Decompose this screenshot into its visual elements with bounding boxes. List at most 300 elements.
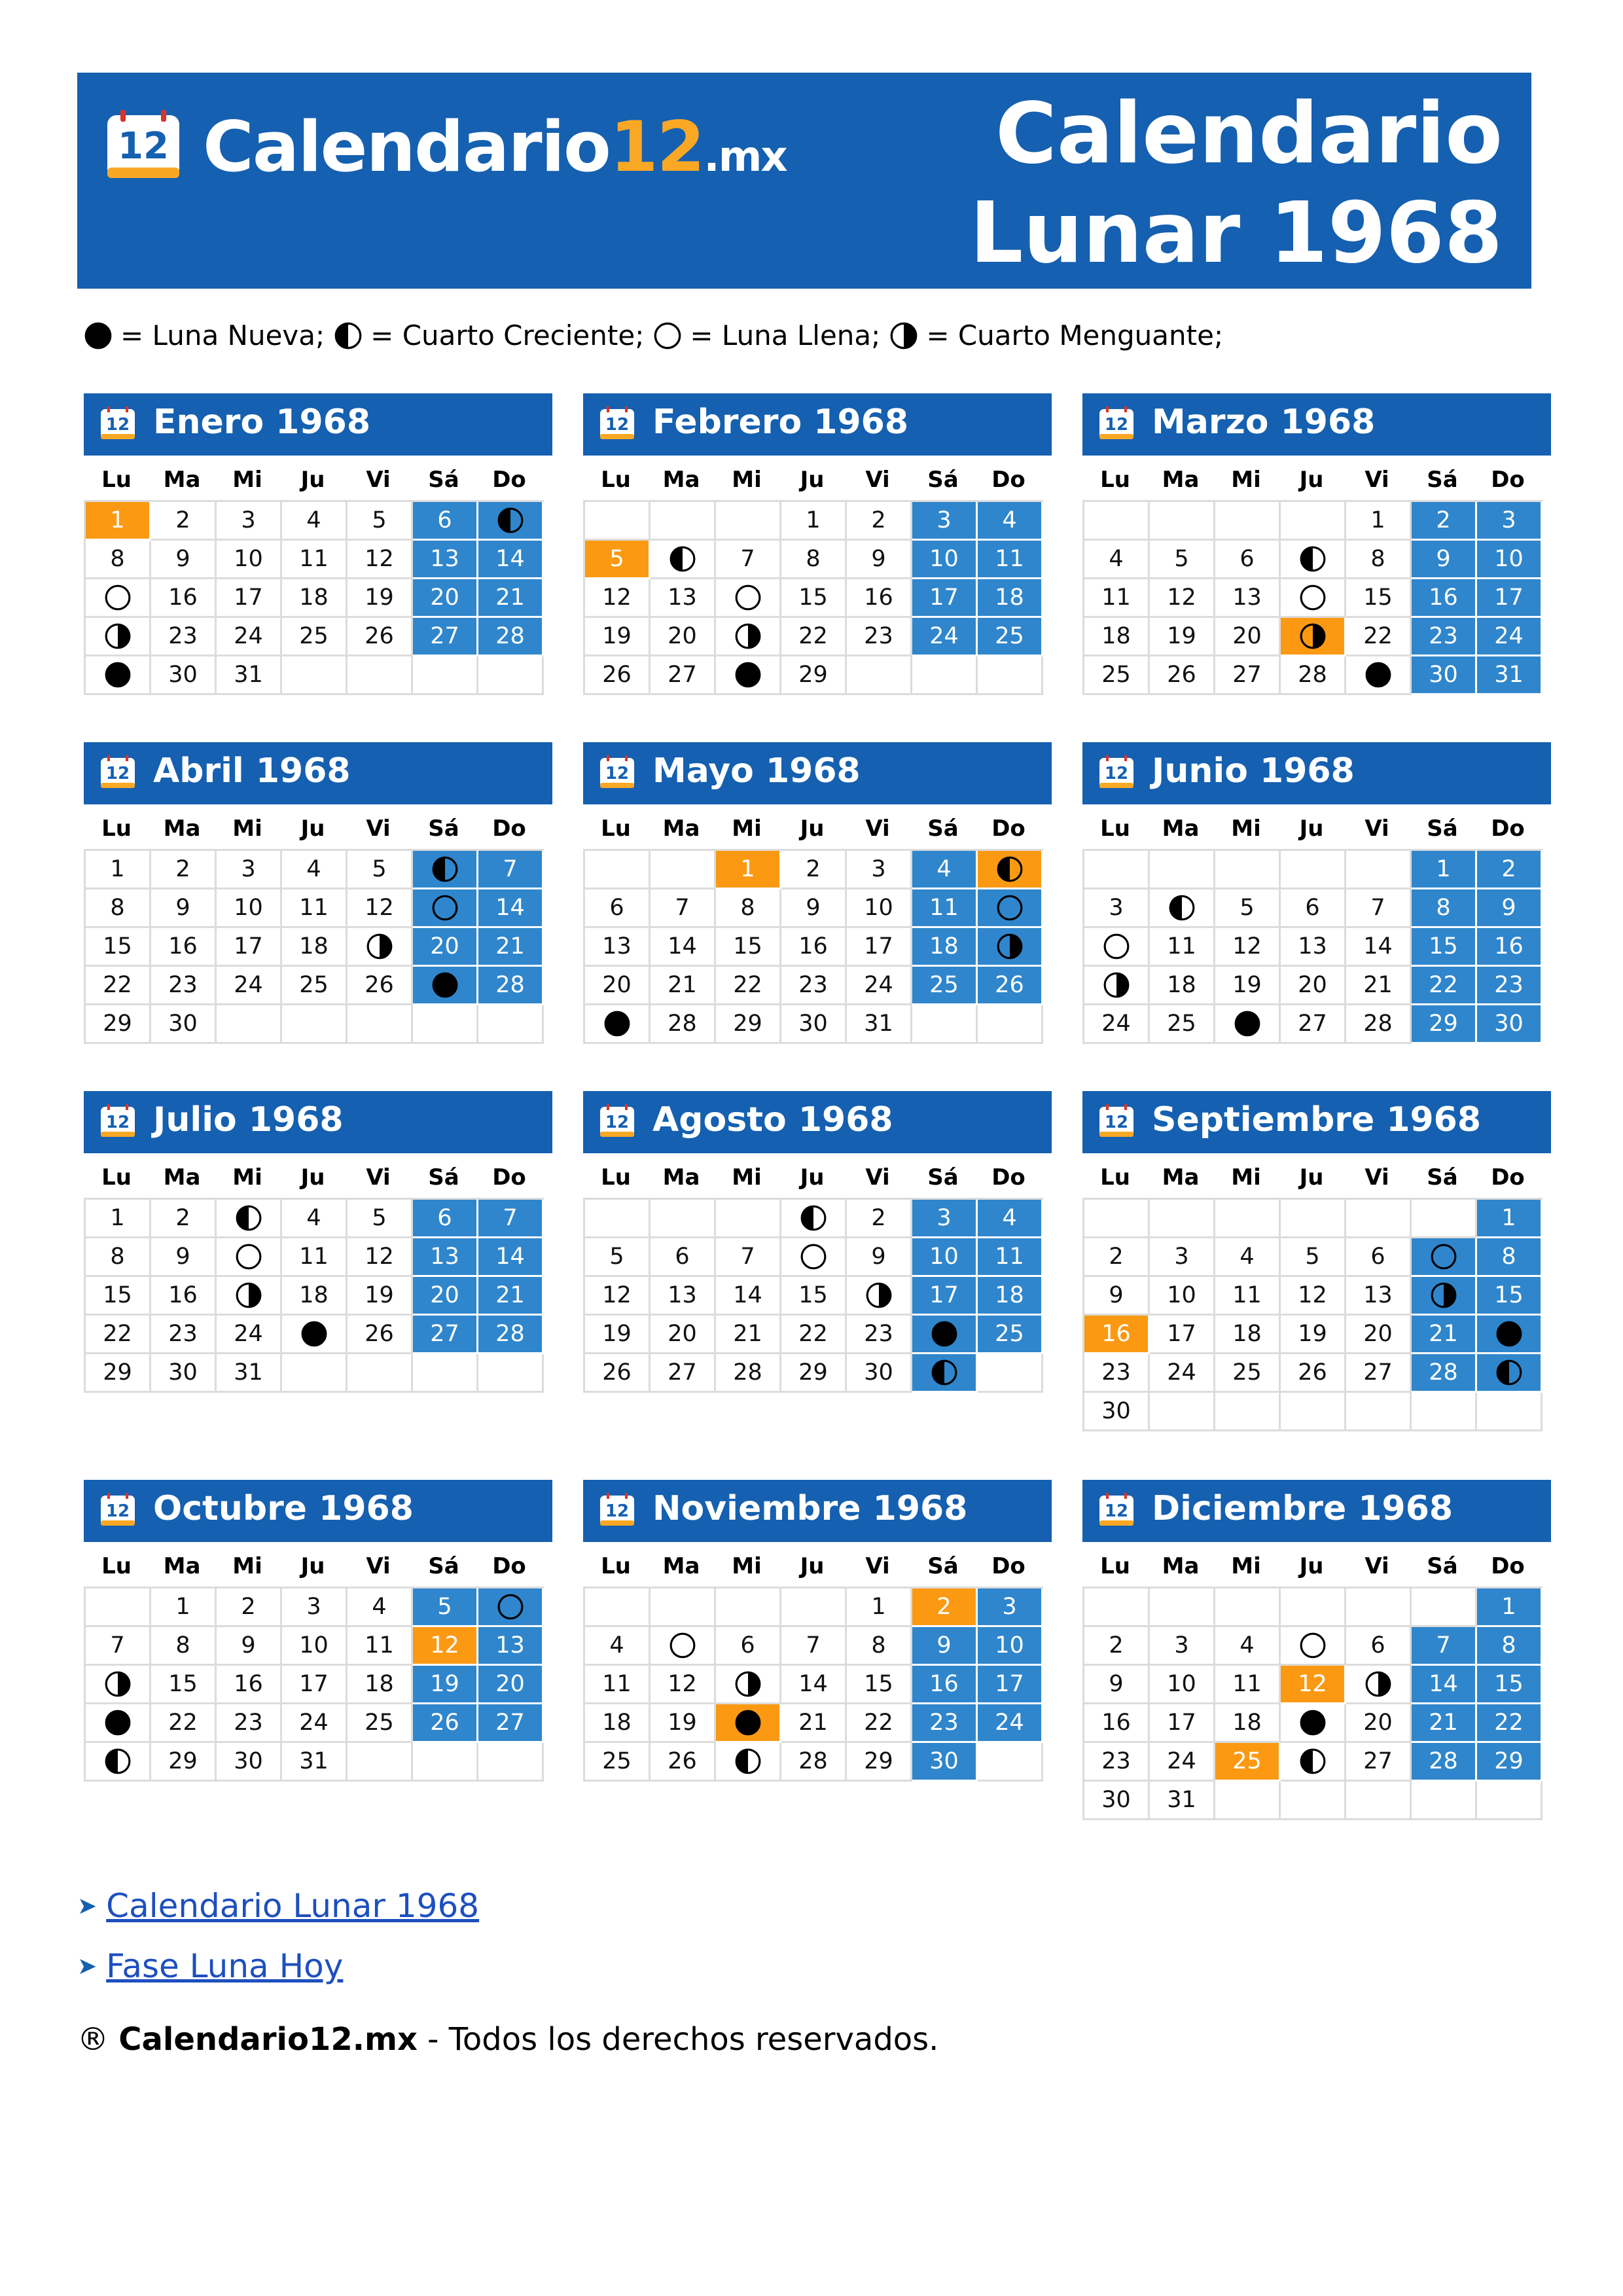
empty-day-cell (1412, 1588, 1477, 1627)
day-cell (151, 1666, 217, 1704)
day-cell (781, 1277, 847, 1316)
day-cell (585, 1354, 651, 1393)
day-cell (282, 889, 348, 928)
day-cell (1150, 928, 1215, 967)
weekday-label: Vi (1364, 816, 1389, 842)
day-number: 27 (430, 1321, 459, 1347)
day-cell (1084, 579, 1150, 618)
day-cell (1281, 1316, 1346, 1354)
day-number: 14 (1363, 933, 1393, 960)
empty-day-cell (1084, 851, 1150, 889)
page-title-line1: Calendario (995, 85, 1503, 183)
day-number: 11 (299, 1244, 329, 1270)
links-section (77, 1876, 479, 1996)
day-cell (413, 502, 478, 541)
day-cell (151, 1627, 217, 1666)
day-number: 28 (1429, 1748, 1458, 1774)
day-number: 13 (668, 584, 697, 611)
day-cell (1412, 1005, 1477, 1044)
weekday-label: Mi (732, 1553, 762, 1579)
day-number: 6 (675, 1244, 690, 1270)
day-cell (413, 579, 478, 618)
new-moon-icon (1364, 661, 1392, 689)
day-number: 14 (733, 1282, 762, 1308)
day-number: 3 (1002, 1594, 1017, 1620)
day-cell (847, 1005, 912, 1044)
day-cell (413, 967, 478, 1005)
day-number: 4 (936, 856, 952, 882)
day-cell (651, 1743, 716, 1782)
empty-day-cell (1150, 851, 1215, 889)
day-cell (1084, 1743, 1150, 1782)
month-grid (1082, 849, 1543, 1044)
first-quarter-moon-icon (996, 855, 1024, 883)
month-title: Enero 1968 (153, 403, 371, 442)
day-number: 18 (299, 933, 329, 960)
day-cell (847, 1316, 912, 1354)
day-number: 18 (602, 1710, 632, 1736)
day-number: 9 (175, 546, 190, 572)
day-cell (781, 1354, 847, 1393)
day-number: 30 (864, 1359, 893, 1386)
link-calendario-lunar[interactable]: Calendario Lunar 1968 (106, 1887, 480, 1925)
day-cell (1477, 1588, 1543, 1627)
day-cell (912, 1743, 978, 1782)
empty-day-cell (1346, 1588, 1412, 1627)
month-calendar (583, 742, 1052, 1044)
legend-item-last (889, 319, 1232, 351)
day-number: 17 (1167, 1710, 1196, 1736)
day-cell (478, 579, 544, 618)
day-number: 20 (430, 933, 459, 960)
day-cell (217, 1354, 282, 1393)
day-number: 27 (1232, 662, 1262, 688)
day-number: 26 (365, 972, 394, 998)
weekday-label: Mi (1231, 1164, 1261, 1191)
day-cell (151, 1588, 217, 1627)
link-row (77, 1936, 479, 1996)
calendar-icon (599, 406, 635, 440)
calendar-icon-number: 12 (105, 1113, 130, 1132)
day-cell (348, 967, 413, 1005)
weekday-label: Ma (1162, 467, 1200, 493)
weekday-header (583, 1546, 1052, 1587)
day-cell (651, 656, 716, 695)
empty-day-cell (1084, 502, 1150, 541)
day-cell (1346, 656, 1412, 695)
day-number: 26 (995, 972, 1024, 998)
last-quarter-moon-icon (1299, 622, 1327, 650)
first-quarter-moon-icon (334, 321, 363, 350)
day-number: 30 (168, 1011, 198, 1037)
day-cell (1150, 1316, 1215, 1354)
day-number: 10 (234, 546, 263, 572)
empty-day-cell (1150, 1200, 1215, 1238)
month-header (1082, 742, 1551, 804)
day-cell (86, 656, 151, 695)
day-number: 22 (798, 623, 828, 649)
weekday-label: Mi (232, 1164, 262, 1191)
day-cell (912, 967, 978, 1005)
day-cell (781, 889, 847, 928)
day-number: 4 (1109, 546, 1124, 572)
day-cell (1215, 579, 1281, 618)
day-number: 5 (437, 1594, 452, 1620)
day-cell (585, 579, 651, 618)
day-number: 27 (1298, 1011, 1327, 1037)
day-number: 29 (798, 662, 828, 688)
weekday-label: Lu (101, 1553, 132, 1579)
day-cell (978, 889, 1043, 928)
day-cell (86, 1316, 151, 1354)
empty-day-cell (1412, 1200, 1477, 1238)
day-number: 20 (495, 1671, 525, 1697)
day-number: 3 (1174, 1244, 1189, 1270)
month-title: Abril 1968 (153, 751, 351, 791)
day-cell (217, 851, 282, 889)
day-cell (1281, 656, 1346, 695)
day-number: 21 (798, 1710, 828, 1736)
day-number: 3 (871, 856, 886, 882)
day-cell (912, 541, 978, 579)
day-number: 16 (1429, 584, 1458, 611)
legend-item-full (653, 319, 889, 351)
last-quarter-moon-icon (734, 622, 762, 650)
day-number: 11 (299, 546, 329, 572)
empty-day-cell (1215, 851, 1281, 889)
weekday-header (583, 808, 1052, 849)
month-header (84, 1091, 552, 1153)
day-number: 15 (103, 1282, 132, 1308)
new-moon-icon (734, 1709, 762, 1736)
empty-day-cell (781, 1588, 847, 1627)
day-number: 21 (1429, 1321, 1458, 1347)
day-cell (1150, 618, 1215, 656)
day-cell (1346, 889, 1412, 928)
day-number: 9 (936, 1632, 952, 1659)
day-cell (1412, 618, 1477, 656)
day-cell (282, 1704, 348, 1743)
day-number: 4 (306, 507, 321, 533)
empty-day-cell (651, 851, 716, 889)
day-number: 17 (1167, 1321, 1196, 1347)
day-cell (86, 502, 151, 541)
day-cell (585, 618, 651, 656)
first-quarter-moon-icon (734, 1748, 762, 1775)
day-number: 12 (668, 1671, 697, 1697)
day-cell (1346, 541, 1412, 579)
month-header (84, 1480, 552, 1542)
day-number: 4 (609, 1632, 624, 1659)
weekday-label: Mi (732, 467, 762, 493)
full-moon-icon (653, 321, 682, 350)
day-number: 18 (299, 1282, 329, 1308)
day-number: 18 (1232, 1321, 1262, 1347)
day-cell (282, 851, 348, 889)
weekday-label: Ma (662, 816, 700, 842)
day-cell (217, 928, 282, 967)
day-number: 6 (1370, 1244, 1385, 1270)
day-number: 10 (864, 895, 893, 921)
day-cell (217, 1238, 282, 1277)
full-moon-icon (1103, 933, 1130, 960)
day-number: 7 (503, 1205, 518, 1231)
day-cell (282, 1627, 348, 1666)
day-number: 28 (798, 1748, 828, 1774)
weekday-label: Sá (1427, 1553, 1458, 1579)
day-number: 13 (1232, 584, 1262, 611)
day-number: 9 (1109, 1282, 1124, 1308)
empty-day-cell (348, 656, 413, 695)
day-cell (716, 1005, 781, 1044)
day-cell (1477, 928, 1543, 967)
day-number: 28 (733, 1359, 762, 1386)
first-quarter-moon-icon (1495, 1359, 1523, 1386)
first-quarter-moon-icon (431, 855, 459, 883)
day-cell (1346, 1354, 1412, 1393)
day-cell (1281, 1666, 1346, 1704)
day-cell (912, 1277, 978, 1316)
day-cell (651, 1704, 716, 1743)
weekday-label: Ju (300, 467, 325, 493)
day-cell (151, 1005, 217, 1044)
day-number: 22 (168, 1710, 198, 1736)
empty-day-cell (1215, 1393, 1281, 1431)
day-cell (585, 1704, 651, 1743)
day-number: 24 (1167, 1748, 1196, 1774)
day-number: 18 (995, 1282, 1024, 1308)
calendar-icon (1098, 1493, 1135, 1527)
day-number: 23 (1101, 1359, 1131, 1386)
day-cell (1412, 502, 1477, 541)
day-cell (348, 889, 413, 928)
empty-day-cell (1281, 1200, 1346, 1238)
weekday-label: Do (991, 816, 1026, 842)
day-cell (651, 541, 716, 579)
calendar-icon-number: 12 (1104, 1501, 1129, 1521)
link-fase-luna-hoy[interactable]: Fase Luna Hoy (106, 1947, 344, 1985)
calendar-icon (1098, 406, 1135, 440)
day-number: 1 (175, 1594, 190, 1620)
day-number: 1 (740, 856, 755, 882)
day-number: 7 (740, 546, 755, 572)
day-cell (978, 1627, 1043, 1666)
day-cell (86, 579, 151, 618)
weekday-label: Ma (662, 1553, 700, 1579)
day-number: 2 (175, 1205, 190, 1231)
day-cell (1150, 1782, 1215, 1820)
month-calendar (1082, 1091, 1551, 1431)
day-number: 25 (365, 1710, 394, 1736)
day-cell (413, 928, 478, 967)
day-cell (1412, 1316, 1477, 1354)
day-number: 11 (602, 1671, 632, 1697)
day-cell (1477, 1743, 1543, 1782)
day-number: 28 (495, 623, 525, 649)
day-cell (1281, 928, 1346, 967)
empty-day-cell (348, 1743, 413, 1782)
day-cell (151, 1743, 217, 1782)
day-number: 24 (1494, 623, 1524, 649)
day-number: 25 (929, 972, 959, 998)
day-cell (86, 851, 151, 889)
empty-day-cell (478, 1354, 544, 1393)
day-number: 12 (602, 584, 632, 611)
calendar-icon (599, 1104, 635, 1138)
full-moon-icon (497, 1593, 524, 1621)
legend-label: = Cuarto Creciente; (370, 319, 645, 351)
day-number: 24 (1101, 1011, 1131, 1037)
day-number: 31 (234, 1359, 263, 1386)
weekday-label: Lu (1100, 1553, 1130, 1579)
weekday-label: Lu (101, 467, 132, 493)
day-cell (217, 889, 282, 928)
day-number: 3 (241, 507, 256, 533)
day-number: 11 (1232, 1282, 1262, 1308)
day-cell (1150, 1354, 1215, 1393)
day-cell (1150, 1627, 1215, 1666)
day-cell (1150, 579, 1215, 618)
day-cell (282, 967, 348, 1005)
day-cell (1084, 1238, 1150, 1277)
weekday-header (1082, 1157, 1551, 1198)
weekday-label: Do (991, 1164, 1026, 1191)
day-number: 18 (299, 584, 329, 611)
day-number: 6 (609, 895, 624, 921)
day-number: 3 (306, 1594, 321, 1620)
day-number: 16 (1101, 1710, 1131, 1736)
day-cell (1084, 967, 1150, 1005)
weekday-label: Sá (927, 467, 959, 493)
day-cell (651, 1238, 716, 1277)
day-cell (282, 502, 348, 541)
calendar-icon-number: 12 (605, 415, 630, 435)
weekday-label: Ma (1162, 816, 1200, 842)
day-cell (716, 579, 781, 618)
day-cell (1412, 541, 1477, 579)
day-cell (1412, 967, 1477, 1005)
day-number: 25 (299, 623, 329, 649)
weekday-label: Sá (927, 1164, 959, 1191)
day-number: 4 (306, 1205, 321, 1231)
full-moon-icon (1430, 1243, 1457, 1270)
footer-text: - Todos los derechos reservados. (417, 2021, 939, 2058)
month-grid (583, 849, 1043, 1044)
day-number: 20 (668, 623, 697, 649)
day-number: 21 (1363, 972, 1393, 998)
day-number: 19 (1167, 623, 1196, 649)
day-cell (978, 1316, 1043, 1354)
day-number: 26 (430, 1710, 459, 1736)
first-quarter-moon-icon (104, 1748, 132, 1775)
day-cell (1477, 851, 1543, 889)
day-cell (651, 1666, 716, 1704)
day-number: 26 (365, 1321, 394, 1347)
day-number: 25 (995, 1321, 1024, 1347)
day-cell (1215, 1704, 1281, 1743)
weekday-header (583, 1157, 1052, 1198)
day-number: 17 (234, 584, 263, 611)
day-cell (1346, 502, 1412, 541)
legend-item-new (84, 319, 334, 351)
day-number: 11 (365, 1632, 394, 1659)
day-number: 19 (1232, 972, 1262, 998)
weekday-label: Ma (662, 467, 700, 493)
day-cell (217, 1666, 282, 1704)
day-number: 24 (1167, 1359, 1196, 1386)
day-cell (1477, 579, 1543, 618)
month-title: Mayo 1968 (652, 751, 861, 791)
day-cell (413, 1704, 478, 1743)
empty-day-cell (348, 1005, 413, 1044)
weekday-label: Vi (1364, 1164, 1389, 1191)
day-cell (651, 1627, 716, 1666)
calendar-icon-number: 12 (105, 764, 130, 783)
weekday-label: Vi (366, 467, 391, 493)
month-header (583, 1480, 1052, 1542)
day-number: 25 (1101, 662, 1131, 688)
day-cell (847, 1354, 912, 1393)
day-number: 19 (365, 1282, 394, 1308)
day-cell (716, 1666, 781, 1704)
new-moon-icon (104, 661, 132, 689)
footer (77, 2021, 938, 2058)
day-number: 30 (1101, 1398, 1131, 1424)
day-number: 17 (929, 1282, 959, 1308)
day-cell (413, 618, 478, 656)
month-header (583, 742, 1052, 804)
day-cell (282, 541, 348, 579)
day-number: 26 (365, 623, 394, 649)
day-number: 23 (168, 972, 198, 998)
day-number: 21 (495, 933, 525, 960)
day-cell (1412, 1238, 1477, 1277)
full-moon-icon (431, 894, 459, 922)
day-cell (1346, 1743, 1412, 1782)
day-cell (847, 1666, 912, 1704)
day-cell (781, 579, 847, 618)
day-number: 15 (798, 584, 828, 611)
first-quarter-moon-icon (497, 507, 524, 534)
month-header (1082, 1091, 1551, 1153)
calendar-icon (1098, 755, 1135, 789)
weekday-label: Do (991, 1553, 1026, 1579)
day-cell (716, 1316, 781, 1354)
day-cell (1346, 579, 1412, 618)
day-cell (1150, 656, 1215, 695)
day-cell (1150, 1005, 1215, 1044)
day-number: 15 (1494, 1282, 1524, 1308)
weekday-header (84, 459, 552, 500)
day-cell (151, 851, 217, 889)
empty-day-cell (1281, 851, 1346, 889)
link-row (77, 1876, 479, 1936)
day-number: 1 (871, 1594, 886, 1620)
day-cell (282, 1277, 348, 1316)
empty-day-cell (282, 1005, 348, 1044)
day-cell (478, 502, 544, 541)
day-cell (348, 618, 413, 656)
day-cell (86, 1354, 151, 1393)
brand-logo[interactable] (203, 107, 787, 187)
weekday-label: Ju (300, 816, 325, 842)
weekday-label: Vi (865, 816, 890, 842)
day-cell (847, 1238, 912, 1277)
day-number: 24 (864, 972, 893, 998)
day-number: 16 (168, 584, 198, 611)
day-number: 7 (806, 1632, 821, 1659)
day-cell (978, 1588, 1043, 1627)
